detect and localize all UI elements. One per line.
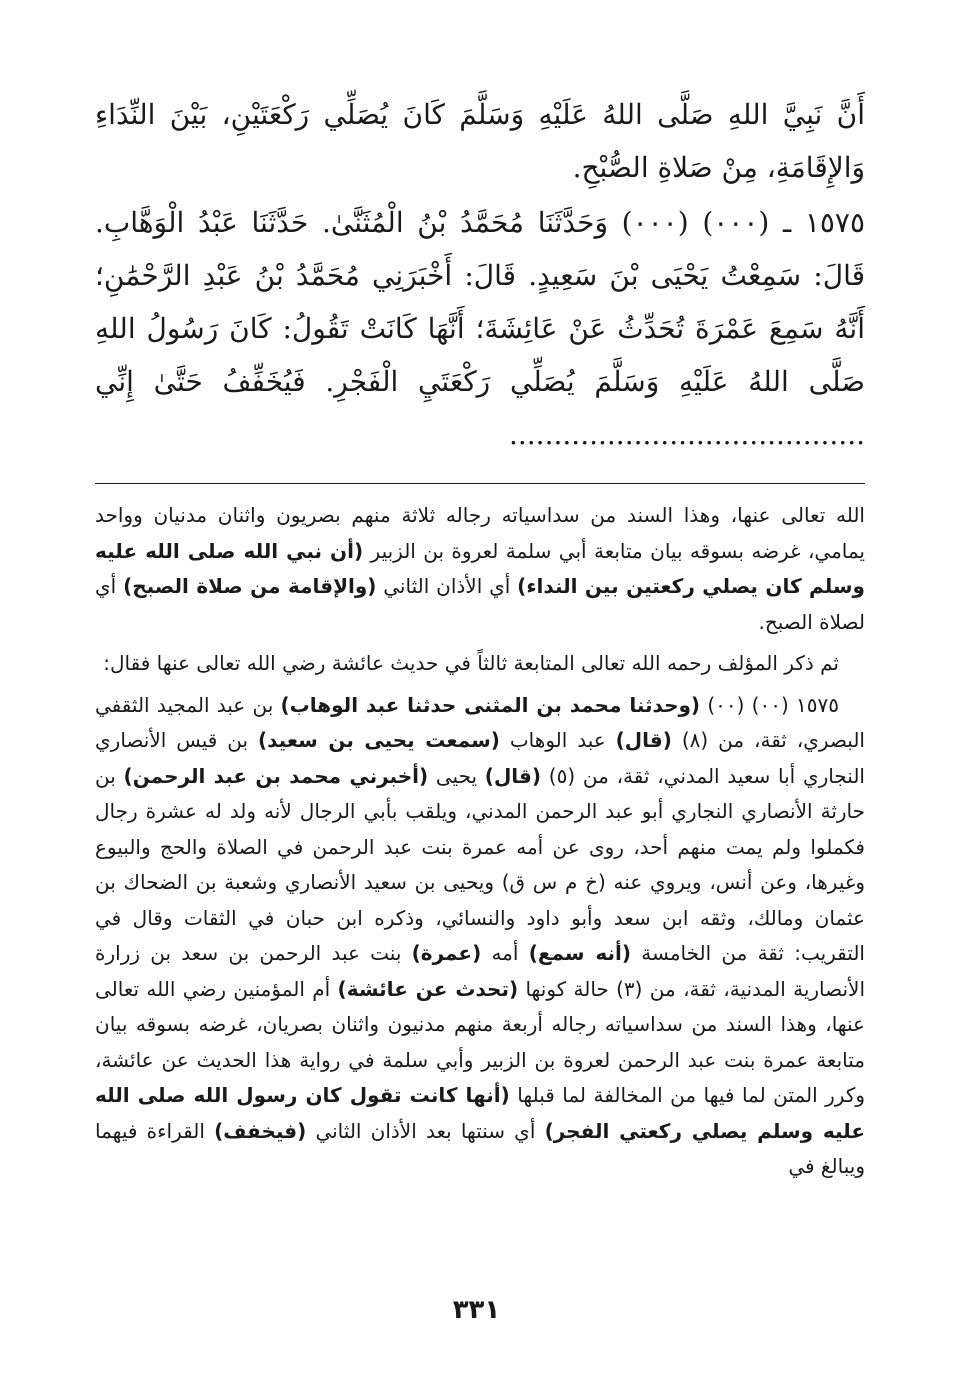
- commentary-paragraph-3: [95, 688, 865, 1185]
- bold-quote-run: (والإقامة من صلاة الصبح): [123, 574, 377, 598]
- bold-quote-run: (تحدث عن عائشة): [337, 976, 519, 1001]
- text-run: أمه: [481, 941, 529, 965]
- commentary-paragraph-2: [95, 646, 865, 682]
- text-run: أم المؤمنين رضي الله تعالى عنها، وهذا السند من سداسياته رجاله أربعة منهم مدنيون واثنان بصريان، غرضه بسوقه بيان متابعة عمرة بنت عبد الرحمن لعروة بن الزبير وأبي سلمة في رواية هذا الحديث عن عائشة، وكرر المتن لما فيها من المخالفة لما قبلها: [95, 976, 866, 1107]
- bold-quote-run: (عمرة): [411, 941, 482, 965]
- hadith-text: [95, 88, 865, 461]
- page-content: [95, 88, 865, 1191]
- bold-quote-run: (قال): [615, 728, 672, 752]
- text-run: الله تعالى عنها، وهذا السند من سداسياته رجاله ثلاثة منهم بصريون واثنان مدنيان وواحد يمامي، غرضه بسوقه بيان متابعة أبي سلمة لعروة بن الزبير: [95, 503, 865, 563]
- text-run: أي لصلاة الصبح.: [95, 574, 865, 634]
- text-run: القراءة فيهما ويبالغ في: [95, 1118, 865, 1178]
- footnote-divider: [95, 483, 865, 484]
- bold-quote-run: (أخبرني محمد بن عبد الرحمن): [123, 763, 429, 788]
- bold-quote-run: (أن نبي الله صلى الله عليه وسلم كان يصلي ركعتين بين النداء): [95, 538, 865, 598]
- bold-quote-run: (قال): [484, 763, 542, 788]
- hadith-paragraph-1: أَنَّ نَبِيَّ اللهِ صَلَّى اللهُ عَلَيْهِ وَسَلَّمَ كَانَ يُصَلِّي رَكْعَتَيْنِ، بَيْنَ النِّدَاءِ وَالإِقَامَةِ، مِنْ صَلاةِ الصُّبْحِ.: [95, 98, 865, 184]
- bold-quote-run: (أنها كانت تقول كان رسول الله صلى الله عليه وسلم يصلي ركعتي الفجر): [95, 1083, 866, 1143]
- text-run: يحيى: [428, 763, 485, 788]
- text-run: ١٥٧٥ (٠٠) (٠٠): [700, 692, 839, 717]
- bold-quote-run: (وحدثنا محمد بن المثنى حدثنا عبد الوهاب): [280, 692, 701, 717]
- text-run: ثم ذكر المؤلف رحمه الله تعالى المتابعة ثالثاً في حديث عائشة رضي الله تعالى عنها فقال:: [103, 651, 839, 675]
- text-run: بن حارثة الأنصاري النجاري أبو عبد الرحمن المدني، ويلقب بأبي الرجال لأنه ولد له عشرة رجال فكملوا ولم يمت منهم أحد، روى عن أمه عمرة بنت عبد الرحمن في الصلاة والحج والبيوع وغيرها، وعن أنس، ويروي عنه (خ م س ق) ويحيى بن سعيد الأنصاري وشعبة بن الضحاك بن عثمان ومالك، وثقه ابن سعد وأبو داود والنسائي، وذكره ابن حبان في الثقات وقال في التقريب: ثقة من الخامسة: [95, 763, 865, 965]
- bold-quote-run: (فيخفف): [214, 1118, 307, 1143]
- text-run: بن عبد المجيد الثقفي البصري، ثقة، من (٨): [95, 692, 865, 752]
- text-run: أي سنتها بعد الأذان الثاني: [306, 1118, 545, 1143]
- commentary: [95, 498, 865, 1185]
- continuation-dots: ........................................: [508, 418, 865, 451]
- text-run: بنت عبد الرحمن بن سعد بن زرارة الأنصارية المدنية، ثقة، من (٣) حالة كونها: [95, 941, 866, 1001]
- hadith-paragraph-2: [95, 196, 865, 461]
- hadith-1575-text: ١٥٧٥ ـ (٠٠٠) (٠٠٠) وَحَدَّثَنَا مُحَمَّدُ بْنُ الْمُثَنَّىٰ. حَدَّثَنَا عَبْدُ الْوَهَّابِ. قَالَ: سَمِعْتُ يَحْيَى بْنَ سَعِيدٍ. قَالَ: أَخْبَرَنِي مُحَمَّدُ بْنُ عَبْدِ الرَّحْمَٰنِ؛ أَنَّهُ سَمِعَ عَمْرَةَ تُحَدِّثُ عَنْ عَائِشَةَ؛ أَنَّهَا كَانَتْ تَقُولُ: كَانَ رَسُولُ اللهِ صَلَّى اللهُ عَلَيْهِ وَسَلَّمَ يُصَلِّي رَكْعَتَيِ الْفَجْرِ. فَيُخَفِّفُ حَتَّىٰ إِنِّي: [95, 206, 865, 398]
- text-run: أي الأذان الثاني: [376, 574, 518, 598]
- text-run: بن قيس الأنصاري النجاري أبا سعيد المدني، ثقة، من (٥): [95, 728, 865, 788]
- commentary-paragraph-1: [95, 498, 865, 640]
- text-run: عبد الوهاب: [499, 728, 616, 752]
- page-number: ٣٣١: [452, 1295, 501, 1325]
- bold-quote-run: (سمعت يحيى بن سعيد): [257, 728, 500, 752]
- bold-quote-run: (أنه سمع): [528, 941, 632, 965]
